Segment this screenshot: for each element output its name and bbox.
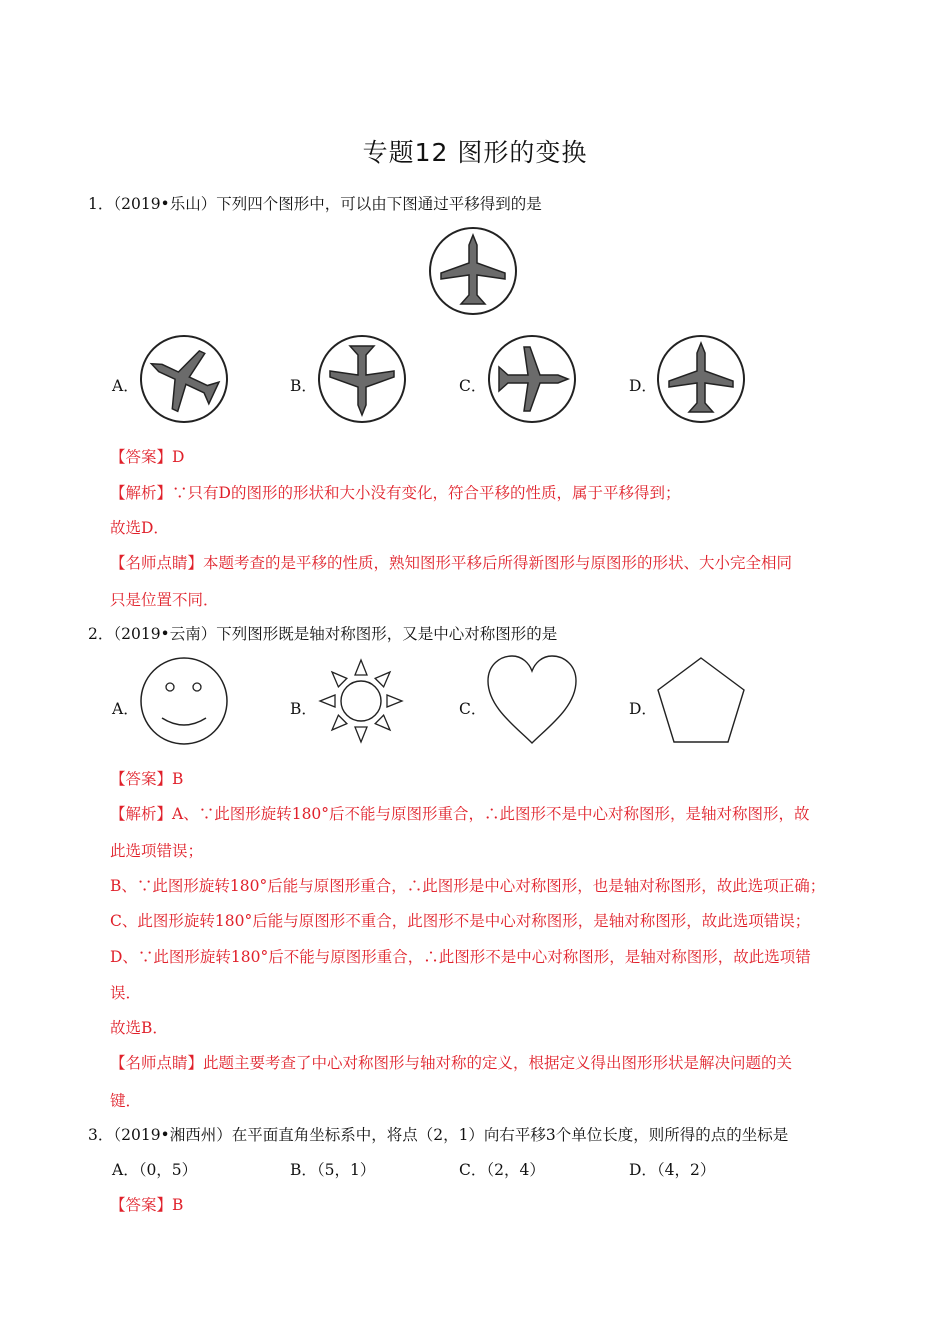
answer-value: D	[172, 448, 185, 466]
analysis-tag: 【解析】	[110, 805, 173, 823]
q2-stem: 2．（2019•云南）下列图形既是轴对称图形，又是中心对称图形的是	[88, 625, 558, 643]
q2-comment	[110, 1052, 792, 1074]
q3-stem: 3．（2019•湘西州）在平面直角坐标系中，将点（2，1）向右平移3个单位长度，则所得的点的坐标是	[88, 1126, 789, 1144]
q3-option-a: A．（0，5）	[112, 1161, 198, 1179]
q2-analysis-a	[110, 803, 810, 825]
q2-option-a-smiley-figure	[139, 656, 229, 746]
q2-option-c-heart-figure	[486, 655, 578, 745]
comment-tag: 【名师点睛】	[110, 1054, 204, 1072]
q3-option-c: C．（2，4）	[459, 1161, 545, 1179]
q2-option-d-pentagon-figure	[656, 656, 746, 746]
answer-tag: 【答案】	[110, 1196, 173, 1214]
q1-option-c-airplane-figure	[487, 334, 577, 424]
q2-analysis-c: C、此图形旋转180°后能与原图形不重合，此图形不是中心对称图形，是轴对称图形，故此选项错误；	[110, 912, 811, 930]
page-title: 专题12 图形的变换	[362, 138, 588, 167]
q3-option-b: B．（5，1）	[290, 1161, 376, 1179]
q1-option-c-label: C．	[459, 377, 487, 395]
q2-option-c-label: C．	[459, 700, 487, 718]
q2-option-d-label: D．	[629, 700, 657, 718]
q3-answer	[110, 1194, 183, 1216]
q2-answer	[110, 768, 183, 790]
q1-option-b-label: B．	[290, 377, 317, 395]
comment-text: 此题主要考查了中心对称图形与轴对称的定义，根据定义得出图形形状是解决问题的关	[203, 1054, 793, 1072]
answer-value: B	[172, 1196, 184, 1214]
answer-tag: 【答案】	[110, 770, 173, 788]
q1-option-d-label: D．	[629, 377, 657, 395]
q3-option-d: D．（4，2）	[629, 1161, 716, 1179]
q1-option-a-label: A．	[112, 377, 139, 395]
q1-answer	[110, 446, 184, 468]
q1-comment	[110, 552, 792, 574]
q2-comment-cont: 键．	[110, 1092, 142, 1110]
q2-analysis-a-cont: 此选项错误；	[110, 842, 204, 860]
comment-text: 本题考查的是平移的性质，熟知图形平移后所得新图形与原图形的形状、大小完全相同	[203, 554, 793, 572]
q2-option-b-sun-figure	[316, 656, 406, 746]
q1-option-a-airplane-figure	[139, 334, 229, 424]
q1-option-d-airplane-figure	[656, 334, 746, 424]
q2-option-a-label: A．	[112, 700, 139, 718]
q1-stem: 1．（2019•乐山）下列四个图形中，可以由下图通过平移得到的是	[88, 195, 542, 213]
q1-comment-cont: 只是位置不同．	[110, 591, 219, 609]
q1-choose: 故选D．	[110, 519, 169, 537]
q1-reference-airplane-figure	[428, 226, 518, 316]
analysis-tag: 【解析】	[110, 484, 173, 502]
answer-value: B	[172, 770, 184, 788]
q1-analysis	[110, 482, 680, 504]
analysis-text: ∵只有D的图形的形状和大小没有变化，符合平移的性质，属于平移得到；	[172, 484, 681, 502]
answer-tag: 【答案】	[110, 448, 173, 466]
comment-tag: 【名师点睛】	[110, 554, 204, 572]
q1-option-b-airplane-figure	[317, 334, 407, 424]
q2-option-b-label: B．	[290, 700, 317, 718]
q2-analysis-b: B、∵此图形旋转180°后能与原图形重合，∴此图形是中心对称图形，也是轴对称图形，故此选项正确；	[110, 877, 826, 895]
analysis-text: A、∵此图形旋转180°后不能与原图形重合，∴此图形不是中心对称图形，是轴对称图形，故	[172, 805, 810, 823]
q2-analysis-d: D、∵此图形旋转180°后不能与原图形重合，∴此图形不是中心对称图形，是轴对称图形，故此选项错	[110, 948, 811, 966]
q2-analysis-d-cont: 误．	[110, 984, 142, 1002]
q2-choose: 故选B．	[110, 1019, 168, 1037]
